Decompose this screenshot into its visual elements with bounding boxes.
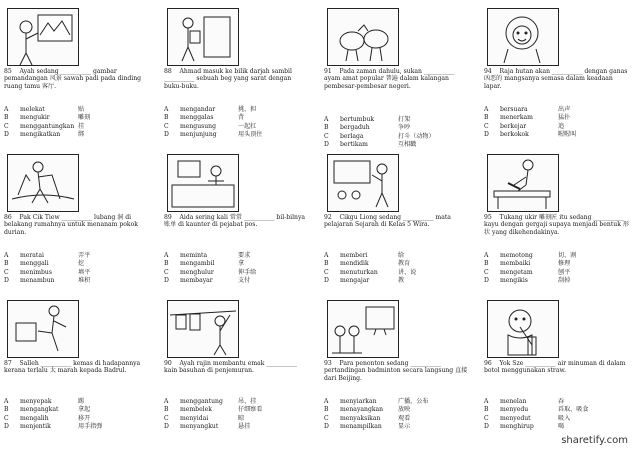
kicking-icon <box>7 300 79 358</box>
option-malay: bertumbuk <box>340 116 375 123</box>
school-bag-icon <box>167 8 239 66</box>
option-letter: C <box>484 268 489 276</box>
option-letter: C <box>484 414 489 422</box>
option-b[interactable] <box>4 260 149 268</box>
option-letter: C <box>484 122 489 130</box>
option-letter: A <box>164 398 169 405</box>
question-96 <box>484 300 629 440</box>
option-chinese: 仔细察看 <box>238 406 263 414</box>
options-list <box>4 252 149 285</box>
option-letter: C <box>324 132 329 140</box>
option-chinese: 拿起 <box>78 406 91 414</box>
column-1 <box>4 8 149 448</box>
option-letter: A <box>4 252 9 259</box>
option-letter: C <box>324 268 329 276</box>
option-chinese: 教育 <box>398 260 411 268</box>
option-letter: C <box>4 268 9 276</box>
question-stem: 94 Raja hutan akan __________ dengan ganas 凶恶的 mangsanya semasa dalam keadaan lapar. <box>484 68 630 90</box>
laundry-icon <box>167 300 239 358</box>
option-malay: membaiki <box>500 260 531 268</box>
option-letter: D <box>324 422 329 430</box>
option-malay: menampilkan <box>340 422 382 430</box>
option-chinese: 伸手给 <box>238 268 257 276</box>
option-chinese: 背 <box>238 114 245 122</box>
option-d[interactable] <box>484 277 629 285</box>
options-list <box>484 252 629 285</box>
option-letter: C <box>4 122 9 130</box>
option-chinese: 贴 <box>78 106 85 113</box>
option-chinese: 修理 <box>558 260 571 268</box>
option-d[interactable] <box>164 277 309 285</box>
option-a[interactable] <box>324 398 469 406</box>
option-letter: C <box>164 122 169 130</box>
option-malay: menyangkut <box>180 422 219 430</box>
option-chinese: 互相戳 <box>398 140 417 148</box>
option-malay: memberi <box>340 252 368 259</box>
option-malay: membayar <box>180 276 213 284</box>
option-malay: berkejar <box>500 122 527 130</box>
option-malay: bergaduh <box>340 124 370 132</box>
option-malay: mengangkat <box>20 406 59 414</box>
option-letter: C <box>164 414 169 422</box>
options-list <box>324 398 469 431</box>
option-letter: B <box>484 114 489 122</box>
option-chinese: 支付 <box>238 276 251 284</box>
options-list <box>4 398 149 431</box>
question-92 <box>324 154 469 294</box>
option-a[interactable] <box>324 116 469 124</box>
option-letter: B <box>4 406 9 414</box>
question-stem: 88 Ahmad masuk ke bilik darjah sambil __________ sebuah beg yang sarat dengan buku-buku. <box>164 68 294 90</box>
option-b[interactable] <box>324 406 469 414</box>
option-a[interactable] <box>4 106 149 114</box>
option-b[interactable] <box>324 260 469 268</box>
option-d[interactable] <box>324 141 469 149</box>
option-letter: C <box>4 414 9 422</box>
option-letter: B <box>4 260 9 268</box>
option-a[interactable] <box>4 252 149 260</box>
option-chinese: 拿 <box>238 260 245 268</box>
question-stem: 91 Pada zaman dahulu, sukan __________ ayam amat popular 普遍 dalam kalangan pembesar-pembesar negeri. <box>324 68 457 90</box>
option-chinese: 绑 <box>78 130 85 138</box>
option-chinese: 悬挂 <box>238 422 251 430</box>
option-letter: B <box>324 406 329 414</box>
option-chinese: 一起扛 <box>238 122 257 130</box>
option-malay: menuturkan <box>340 268 378 276</box>
option-malay: melekat <box>20 106 45 113</box>
option-chinese: 出声 <box>558 106 571 113</box>
option-letter: A <box>4 106 9 113</box>
option-letter: D <box>4 276 9 284</box>
question-88 <box>164 8 309 148</box>
option-letter: A <box>324 398 329 405</box>
option-chinese: 争吵 <box>398 124 411 132</box>
option-letter: A <box>4 398 9 405</box>
painting-icon <box>7 8 79 66</box>
option-letter: B <box>324 124 329 132</box>
classroom-icon <box>327 154 399 212</box>
options-list <box>164 106 309 139</box>
option-malay: menyepak <box>20 398 52 405</box>
option-malay: menambun <box>20 276 55 284</box>
option-b[interactable] <box>4 114 149 122</box>
option-letter: A <box>484 398 489 405</box>
question-93 <box>324 300 469 440</box>
option-chinese: 挖 <box>78 260 85 268</box>
question-stem: 93 Para penonton sedang __________ pertandingan badminton secara langsung 直接 dari Beijing. <box>324 360 470 382</box>
option-d[interactable] <box>164 423 309 431</box>
question-stem: 95 Tukang ukir 雕刻匠 itu sedang __________ kayu dengan gergaji supaya menjadi bentuk 形状 yang dikehendakinya. <box>484 214 629 236</box>
option-c[interactable] <box>4 123 149 131</box>
option-b[interactable] <box>164 114 309 122</box>
question-95 <box>484 154 629 294</box>
option-letter: D <box>164 276 169 284</box>
option-malay: menggalas <box>180 114 214 122</box>
option-b[interactable] <box>164 260 309 268</box>
option-letter: A <box>484 106 489 113</box>
column-4 <box>484 8 629 448</box>
option-c[interactable] <box>164 269 309 277</box>
option-c[interactable] <box>484 269 629 277</box>
option-letter: A <box>324 116 329 123</box>
option-chinese: 打架 <box>398 116 411 123</box>
option-malay: mengusung <box>180 122 217 130</box>
option-malay: menyaksikan <box>340 414 381 422</box>
option-malay: menjunjung <box>180 130 217 138</box>
option-letter: D <box>164 422 169 430</box>
option-malay: menyiarkan <box>340 398 377 405</box>
option-a[interactable] <box>164 252 309 260</box>
question-stem: 86 Pak Cik Tiew __________ lubang 洞 di belakang rumahnya untuk menanam pokok durian. <box>4 214 140 236</box>
option-malay: meratai <box>20 252 44 259</box>
question-94 <box>484 8 629 148</box>
option-malay: memotong <box>500 252 533 259</box>
option-chinese: 讲、说 <box>398 268 417 276</box>
option-chinese: 广播、公布 <box>398 398 429 405</box>
option-malay: bertikam <box>340 140 368 148</box>
option-chinese: 刮掉 <box>558 276 571 284</box>
option-chinese: 打斗（动物） <box>398 132 435 140</box>
option-c[interactable] <box>484 123 629 131</box>
option-letter: B <box>484 260 489 268</box>
option-malay: mengajar <box>340 276 370 284</box>
option-b[interactable] <box>484 114 629 122</box>
question-91 <box>324 8 469 148</box>
option-b[interactable] <box>324 124 469 132</box>
option-malay: menggali <box>20 260 49 268</box>
option-letter: D <box>324 140 329 148</box>
option-chinese: 要求 <box>238 252 251 259</box>
option-letter: C <box>164 268 169 276</box>
question-89 <box>164 154 309 294</box>
option-d[interactable] <box>324 423 469 431</box>
option-c[interactable] <box>4 415 149 423</box>
option-a[interactable] <box>484 252 629 260</box>
question-85 <box>4 8 149 148</box>
option-letter: B <box>324 260 329 268</box>
option-malay: menggantungkan <box>20 122 75 130</box>
tv-badminton-icon <box>327 300 399 358</box>
question-stem: 87 Salleh __________ kemas di hadapannya kerana terlalu 太 marah kepada Badrul. <box>4 360 143 375</box>
option-chinese: 给 <box>398 252 405 259</box>
option-malay: mengikatkan <box>20 130 61 138</box>
option-malay: mengambil <box>180 260 215 268</box>
option-d[interactable] <box>4 423 149 431</box>
option-d[interactable] <box>4 277 149 285</box>
question-90 <box>164 300 309 440</box>
option-malay: menyedu <box>500 406 529 414</box>
option-malay: menghirup <box>500 422 534 430</box>
option-chinese: 晾 <box>238 414 245 422</box>
option-chinese: 吊、挂 <box>238 398 257 405</box>
option-chinese: 弄平 <box>78 252 91 259</box>
option-c[interactable] <box>4 269 149 277</box>
option-chinese: 挑、担 <box>238 106 257 113</box>
option-b[interactable] <box>164 406 309 414</box>
option-letter: A <box>484 252 489 259</box>
option-malay: menerkam <box>500 114 533 122</box>
options-list <box>484 106 629 139</box>
straw-drink-icon <box>487 300 559 358</box>
options-list <box>324 252 469 285</box>
question-stem: 85 Ayah sedang __________ gambar pemandangan 风景 sawah padi pada dinding ruang tamu 客厅. <box>4 68 144 90</box>
option-malay: mengandar <box>180 106 216 113</box>
option-a[interactable] <box>164 106 309 114</box>
option-letter: A <box>164 106 169 113</box>
question-86 <box>4 154 149 294</box>
option-chinese: 切、割 <box>558 252 577 259</box>
option-d[interactable] <box>164 131 309 139</box>
option-b[interactable] <box>484 406 629 414</box>
option-chinese: 吸入 <box>558 414 571 422</box>
option-chinese: 观看 <box>398 414 411 422</box>
column-3 <box>324 8 469 448</box>
option-chinese: 填平 <box>78 268 91 276</box>
option-chinese: 吞 <box>558 398 565 405</box>
option-malay: menayangkan <box>340 406 384 414</box>
post-counter-icon <box>167 154 239 212</box>
option-malay: mendidik <box>340 260 369 268</box>
option-letter: D <box>484 130 489 138</box>
question-stem: 90 Ayah rajin membantu emak __________ kain basuhan di penjemuran. <box>164 360 299 375</box>
option-d[interactable] <box>4 131 149 139</box>
option-malay: mengukir <box>20 114 50 122</box>
option-letter: B <box>164 114 169 122</box>
option-d[interactable] <box>484 131 629 139</box>
option-chinese: 舀取、吸食 <box>558 406 589 414</box>
option-letter: B <box>164 260 169 268</box>
option-malay: menghulur <box>180 268 214 276</box>
option-letter: D <box>324 276 329 284</box>
option-a[interactable] <box>484 398 629 406</box>
option-chinese: 刨平 <box>558 268 571 276</box>
option-a[interactable] <box>164 398 309 406</box>
question-stem: 89 Aida sering kali 常常 __________ bil-bilnya 账单 di kaunter di pejabat pos. <box>164 214 307 229</box>
option-c[interactable] <box>324 133 469 141</box>
option-b[interactable] <box>4 406 149 414</box>
option-letter: D <box>4 422 9 430</box>
option-malay: membelek <box>180 406 212 414</box>
option-malay: mengikis <box>500 276 528 284</box>
option-letter: D <box>164 130 169 138</box>
option-chinese: 追 <box>558 122 565 130</box>
option-malay: meminta <box>180 252 208 259</box>
option-chinese: 猛扑 <box>558 114 571 122</box>
option-chinese: 用头顶住 <box>238 130 263 138</box>
option-chinese: 堆积 <box>78 276 91 284</box>
option-a[interactable] <box>4 398 149 406</box>
option-chinese: 雕刻 <box>78 114 91 122</box>
options-list <box>484 398 629 431</box>
option-malay: bersuara <box>500 106 528 113</box>
option-c[interactable] <box>164 123 309 131</box>
option-letter: D <box>484 276 489 284</box>
option-chinese: 放映 <box>398 406 411 414</box>
option-letter: C <box>324 414 329 422</box>
option-b[interactable] <box>484 260 629 268</box>
option-a[interactable] <box>324 252 469 260</box>
option-d[interactable] <box>324 277 469 285</box>
option-chinese: 显示 <box>398 422 411 430</box>
brand-watermark: sharetify.com <box>561 435 628 446</box>
question-stem: 96 Yok Sze __________ air minuman di dalam botol menggunakan straw. <box>484 360 628 375</box>
option-letter: A <box>164 252 169 259</box>
option-c[interactable] <box>484 415 629 423</box>
options-list <box>324 116 469 149</box>
lion-icon <box>487 8 559 66</box>
option-malay: berkokok <box>500 130 529 138</box>
options-list <box>164 252 309 285</box>
digging-icon <box>7 154 79 212</box>
option-a[interactable] <box>484 106 629 114</box>
option-malay: mengetam <box>500 268 533 276</box>
option-malay: berlaga <box>340 132 364 140</box>
option-letter: A <box>324 252 329 259</box>
options-list <box>4 106 149 139</box>
option-malay: menjentik <box>20 422 51 430</box>
option-c[interactable] <box>164 415 309 423</box>
option-c[interactable] <box>324 415 469 423</box>
option-letter: B <box>4 114 9 122</box>
option-c[interactable] <box>324 269 469 277</box>
option-letter: D <box>4 130 9 138</box>
option-chinese: 踢 <box>78 398 85 405</box>
question-stem: 92 Cikgu Liong sedang __________ mata pelajaran Sejarah di Kelas 5 Wira. <box>324 214 453 229</box>
option-letter: B <box>484 406 489 414</box>
option-malay: menimbus <box>20 268 52 276</box>
option-chinese: 挂 <box>78 122 85 130</box>
option-d[interactable] <box>484 423 629 431</box>
options-list <box>164 398 309 431</box>
option-malay: menyedut <box>500 414 531 422</box>
column-2 <box>164 8 309 448</box>
option-chinese: 喔喔叫 <box>558 130 577 138</box>
carpenter-icon <box>487 154 559 212</box>
option-malay: menelan <box>500 398 527 405</box>
option-malay: menggantung <box>180 398 223 405</box>
option-chinese: 移开 <box>78 414 91 422</box>
option-chinese: 用手指弹 <box>78 422 103 430</box>
question-87 <box>4 300 149 440</box>
option-malay: mengalih <box>20 414 49 422</box>
option-letter: B <box>164 406 169 414</box>
option-chinese: 喝 <box>558 422 565 430</box>
option-letter: D <box>484 422 489 430</box>
option-malay: menyidai <box>180 414 209 422</box>
option-chinese: 教 <box>398 276 405 284</box>
cockfight-icon <box>327 8 399 66</box>
